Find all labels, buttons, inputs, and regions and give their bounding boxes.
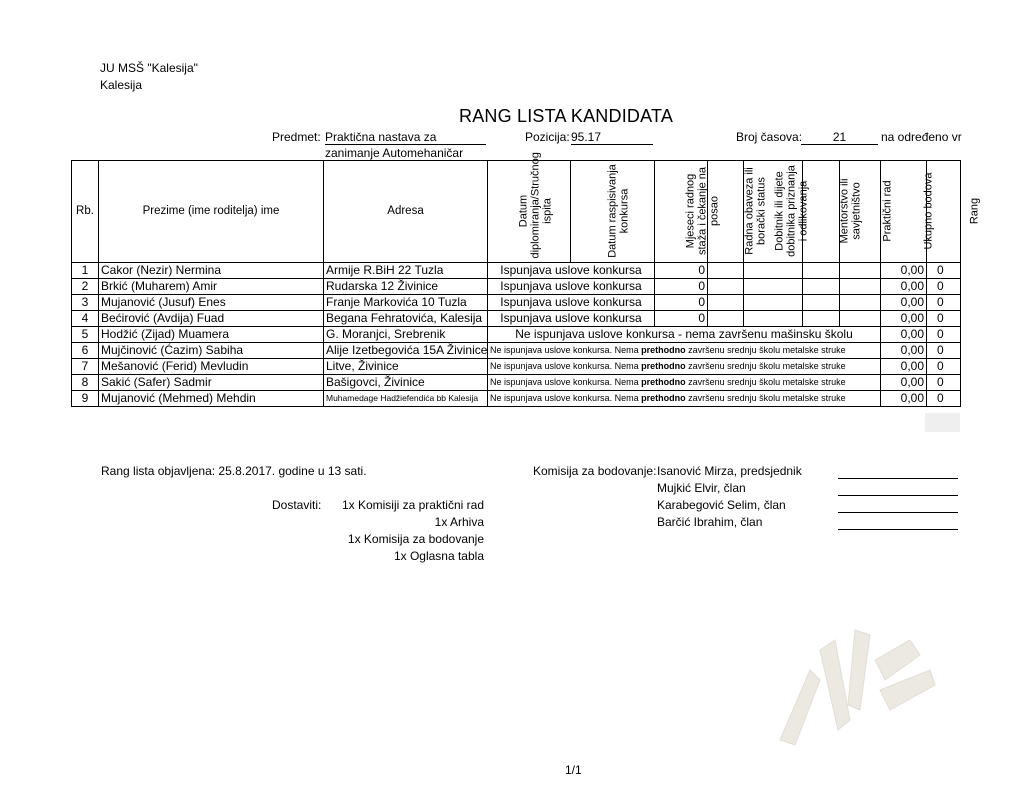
cell-ukupno: 0,00 — [881, 391, 927, 407]
cell-mjeseci: 0 — [655, 295, 708, 311]
dostaviti-item: 1x Komisija za bodovanje — [347, 532, 484, 546]
cell-ukupno: 0,00 — [881, 311, 927, 327]
col-prezime-label: Prezime (ime roditelja) ime — [142, 205, 280, 217]
cell-ukupno: 0,00 — [881, 375, 927, 391]
col-datum-dipl — [488, 151, 571, 263]
col-rb-label: Rb. — [76, 205, 94, 217]
predmet-value — [325, 130, 486, 145]
cell-rb: 8 — [72, 375, 99, 391]
cell-mentorstvo — [803, 311, 840, 327]
cell-rb: 3 — [72, 295, 99, 311]
komisija-member: Mujkić Elvir, član — [657, 481, 746, 495]
col-adresa-label: Adresa — [387, 205, 424, 217]
cell-rb: 5 — [72, 327, 99, 343]
broj-casova-value — [801, 130, 878, 145]
status-text-a: Ne ispunjava uslove konkursa. Nema — [490, 345, 642, 355]
cell-dobitnik — [744, 263, 803, 279]
status-text-bold: prethodno — [641, 361, 686, 371]
cell-name: Sakić (Safer) Sadmir — [99, 375, 324, 391]
cell-mjeseci: 0 — [655, 263, 708, 279]
page-number: 1/1 — [565, 763, 582, 777]
cell-status: Ispunjava uslove konkursa — [488, 311, 655, 327]
status-text-bold: prethodno — [641, 393, 686, 403]
col-mentorstvo-label: Mentorstvo ili savjetništvo — [838, 178, 863, 243]
cell-status: Ispunjava uslove konkursa — [488, 279, 655, 295]
cell-mentorstvo — [803, 263, 840, 279]
cell-address: G. Moranjci, Srebrenik — [324, 327, 488, 343]
dostaviti-label: Dostaviti: — [272, 498, 322, 512]
cell-dobitnik — [744, 295, 803, 311]
table-row — [72, 359, 961, 375]
cell-address: Begana Fehratovića, Kalesija — [324, 311, 488, 327]
col-prezime — [99, 161, 324, 263]
cell-mjeseci: 0 — [655, 279, 708, 295]
cell-address: Bašigovci, Živinice — [324, 375, 488, 391]
col-datum-dipl-label: Datum diplomiranja/Stručnog ispita — [517, 151, 554, 258]
cell-radna — [708, 311, 744, 327]
cell-radna — [708, 295, 744, 311]
cell-rang: 0 — [927, 279, 961, 295]
predmet-label: Predmet: — [272, 130, 321, 144]
cell-address: Alije Izetbegovića 15A Živinice — [324, 343, 488, 359]
table-row — [72, 311, 961, 327]
table-row — [72, 327, 961, 343]
table-row — [72, 375, 961, 391]
predmet-value-line2: zanimanje Automehaničar — [325, 146, 464, 160]
komisija-label: Komisija za bodovanje: — [533, 464, 657, 478]
table-row — [72, 263, 961, 279]
status-text-c: završenu srednju školu metalske struke — [685, 377, 846, 387]
watermark-stamp — [760, 610, 960, 750]
col-mjeseci — [655, 161, 721, 263]
cell-status — [488, 359, 881, 375]
signature-line — [838, 478, 958, 479]
status-text-bold: prethodno — [641, 345, 686, 355]
cell-address: Rudarska 12 Živinice — [324, 279, 488, 295]
cell-radna — [708, 279, 744, 295]
cell-ukupno: 0,00 — [881, 327, 927, 343]
cell-ukupno: 0,00 — [881, 295, 927, 311]
cell-status — [488, 343, 881, 359]
status-text-a: Ne ispunjava uslove konkursa. Nema — [490, 361, 642, 371]
cell-dobitnik — [744, 311, 803, 327]
col-mjeseci-label: Mjeseci radnog staža i čekanje na posao — [684, 166, 721, 255]
cell-ukupno: 0,00 — [881, 343, 927, 359]
table-row — [72, 391, 961, 407]
dostaviti-item: 1x Arhiva — [434, 515, 484, 529]
document-title: RANG LISTA KANDIDATA — [459, 106, 674, 126]
cell-rang: 0 — [927, 359, 961, 375]
broj-casova-value-text: 21 — [832, 130, 847, 144]
cell-rang: 0 — [927, 391, 961, 407]
col-rb — [72, 161, 99, 263]
table-header-row — [72, 161, 961, 263]
cell-name: Cakor (Nezir) Nermina — [99, 263, 324, 279]
col-ukupno-label: Ukupno bodova — [922, 172, 935, 250]
cell-rang: 0 — [927, 263, 961, 279]
cell-address: Litve, Živinice — [324, 359, 488, 375]
cell-status: Ispunjava uslove konkursa — [488, 295, 655, 311]
published-note: Rang lista objavljena: 25.8.2017. godine u 13 sati. — [101, 464, 367, 478]
cell-ukupno: 0,00 — [881, 279, 927, 295]
signature-line — [838, 495, 958, 496]
pozicija-label: Pozicija: — [525, 130, 570, 144]
org-name: JU MSŠ "Kalesija" — [100, 61, 198, 75]
cell-prakticni — [840, 311, 881, 327]
cell-rb: 7 — [72, 359, 99, 375]
cell-rb: 9 — [72, 391, 99, 407]
status-text-a: Ne ispunjava uslove konkursa. Nema — [490, 393, 642, 403]
cell-status: Ne ispunjava uslove konkursa - nema završenu mašinsku školu — [488, 327, 881, 343]
cell-rb: 4 — [72, 311, 99, 327]
table-row — [72, 295, 961, 311]
table-row — [72, 343, 961, 359]
cell-rang: 0 — [927, 311, 961, 327]
cell-rang: 0 — [927, 327, 961, 343]
cell-ukupno: 0,00 — [881, 263, 927, 279]
cell-dobitnik — [744, 279, 803, 295]
cell-rang: 0 — [927, 375, 961, 391]
cell-name: Mujčinović (Ćazim) Sabiha — [99, 343, 324, 359]
pozicija-value-text: 95.17 — [571, 130, 602, 144]
status-text-c: završenu srednju školu metalske struke — [685, 345, 846, 355]
col-prakticni-label: Praktični rad — [881, 180, 894, 242]
komisija-member: Barčić Ibrahim, član — [657, 515, 763, 529]
cell-mjeseci: 0 — [655, 311, 708, 327]
pozicija-value — [571, 130, 653, 145]
cell-prakticni — [840, 295, 881, 311]
cell-mentorstvo — [803, 295, 840, 311]
grey-cell — [925, 413, 960, 432]
col-datum-rasp — [571, 161, 655, 263]
komisija-member: Karabegović Selim, član — [657, 498, 786, 512]
cell-address: Franje Markovića 10 Tuzla — [324, 295, 488, 311]
signature-line — [838, 512, 958, 513]
col-radna-label: Radna obaveza ili borački status — [743, 166, 768, 255]
cell-name: Mešanović (Ferid) Mevludin — [99, 359, 324, 375]
na-odredeno: na određeno vr — [881, 130, 962, 144]
dostaviti-item: 1x Komisiji za praktični rad — [341, 498, 484, 512]
predmet-value-line1: Praktična nastava za — [325, 130, 437, 144]
cell-address: Muhamedage Hadžiefendića bb Kalesija — [324, 391, 488, 407]
komisija-member: Isanović Mirza, predsjednik — [657, 464, 802, 478]
status-text-c: završenu srednju školu metalske struke — [685, 393, 846, 403]
cell-address: Armije R.BiH 22 Tuzla — [324, 263, 488, 279]
cell-mentorstvo — [803, 279, 840, 295]
cell-name: Mujanović (Jusuf) Enes — [99, 295, 324, 311]
cell-name: Brkić (Muharem) Amir — [99, 279, 324, 295]
cell-radna — [708, 263, 744, 279]
cell-rang: 0 — [927, 295, 961, 311]
org-city: Kalesija — [100, 78, 143, 92]
cell-rb: 6 — [72, 343, 99, 359]
table-row — [72, 279, 961, 295]
dostaviti-item: 1x Oglasna tabla — [393, 549, 484, 563]
status-text-a: Ne ispunjava uslove konkursa. Nema — [490, 377, 642, 387]
status-text-c: završenu srednju školu metalske struke — [685, 361, 846, 371]
cell-ukupno: 0,00 — [881, 359, 927, 375]
signature-line — [838, 529, 958, 530]
col-rang-label: Rang — [968, 197, 981, 225]
cell-prakticni — [840, 263, 881, 279]
cell-status: Ispunjava uslove konkursa — [488, 263, 655, 279]
col-dobitnik-label: Dobitnik ili dijete dobitnika priznanja i odlikovanja — [773, 164, 810, 257]
status-text-bold: prethodno — [641, 377, 686, 387]
cell-name: Hodžić (Zijad) Muamera — [99, 327, 324, 343]
cell-status — [488, 375, 881, 391]
cell-rb: 1 — [72, 263, 99, 279]
cell-status — [488, 391, 881, 407]
col-datum-rasp-label: Datum raspisivanja konkursa — [606, 163, 631, 258]
col-adresa — [324, 161, 488, 263]
cell-name: Mujanović (Mehmed) Mehdin — [99, 391, 324, 407]
cell-prakticni — [840, 279, 881, 295]
cell-rb: 2 — [72, 279, 99, 295]
cell-rang: 0 — [927, 343, 961, 359]
cell-name: Bećirović (Avdija) Fuad — [99, 311, 324, 327]
broj-casova-label: Broj časova: — [736, 130, 803, 144]
